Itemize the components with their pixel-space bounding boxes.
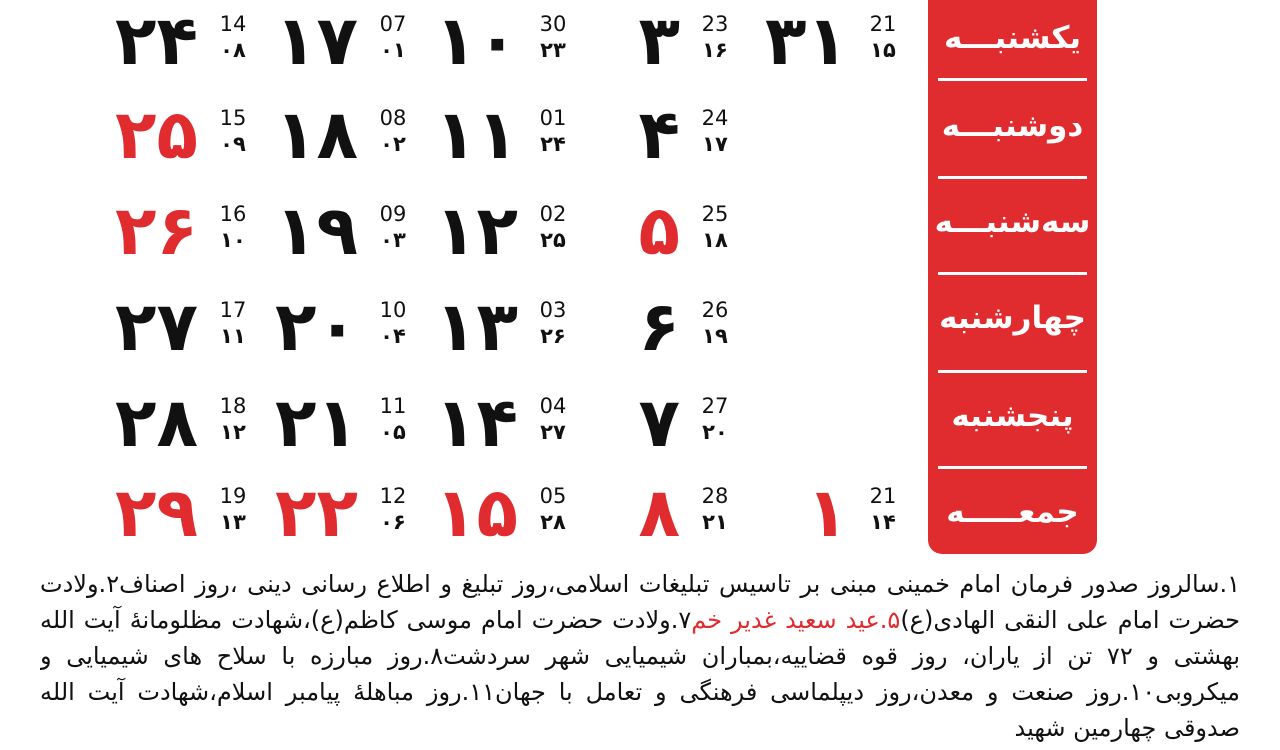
gregorian-day-number: 15 [219, 106, 247, 130]
solar-day-number: ۱۱ [434, 96, 518, 175]
day-cell [434, 384, 580, 464]
lunar-day-number: ۱۴ [870, 510, 896, 534]
day-cell [114, 2, 260, 82]
gregorian-day-number: 14 [219, 12, 247, 36]
weekday-divider [938, 176, 1087, 179]
day-cell [608, 288, 742, 368]
lunar-day-number: ۲۰ [702, 420, 728, 444]
day-cell [434, 192, 580, 272]
day-cell [608, 384, 742, 464]
solar-day-number: ۱۵ [434, 474, 518, 553]
day-cell [434, 96, 580, 176]
gregorian-day-number: 08 [379, 106, 407, 130]
lunar-day-number: ۲۱ [702, 510, 728, 534]
solar-day-number: ۲۵ [114, 96, 198, 175]
solar-day-number: ۱ [806, 474, 848, 553]
lunar-day-number: ۱۰ [220, 228, 246, 252]
lunar-day-number: ۰۲ [380, 132, 406, 156]
weekday-friday: جمعـــــه [946, 494, 1079, 530]
day-cell [114, 474, 260, 554]
gregorian-day-number: 21 [869, 12, 897, 36]
solar-day-number: ۱۲ [434, 192, 518, 271]
day-cell [274, 2, 420, 82]
solar-day-number: ۸ [638, 474, 680, 553]
lunar-day-number: ۱۳ [220, 510, 246, 534]
lunar-day-number: ۰۳ [380, 228, 406, 252]
lunar-day-number: ۱۱ [220, 324, 246, 348]
solar-day-number: ۲۶ [114, 192, 198, 271]
weekday-column [928, 0, 1097, 554]
gregorian-day-number: 19 [219, 484, 247, 508]
solar-day-number: ۱۳ [434, 288, 518, 367]
day-cell [114, 288, 260, 368]
lunar-day-number: ۲۷ [540, 420, 566, 444]
notes-text-part1: ۱.سالروز صدور فرمان امام خمینی مبنی بر تاسیس تبلیغات اسلامی،روز تبلیغ و اطلاع رسانی دینی ،روز اصناف۲.ولادت حضرت امام علی النقی الهادی(ع) [40, 570, 1240, 634]
gregorian-day-number: 04 [539, 394, 567, 418]
lunar-day-number: ۰۵ [380, 420, 406, 444]
lunar-day-number: ۱۵ [870, 38, 896, 62]
day-cell [114, 192, 260, 272]
day-cell [274, 192, 420, 272]
solar-day-number: ۲۱ [274, 384, 358, 463]
day-cell [608, 2, 742, 82]
day-cell [764, 2, 910, 82]
solar-day-number: ۱۴ [434, 384, 518, 463]
gregorian-day-number: 21 [869, 484, 897, 508]
gregorian-day-number: 01 [539, 106, 567, 130]
day-cell [608, 192, 742, 272]
day-cell [274, 384, 420, 464]
gregorian-day-number: 09 [379, 202, 407, 226]
lunar-day-number: ۱۷ [702, 132, 728, 156]
weekday-wednesday: چهارشنبه [939, 300, 1086, 336]
lunar-day-number: ۰۴ [380, 324, 406, 348]
gregorian-day-number: 26 [701, 298, 729, 322]
weekday-divider [938, 370, 1087, 373]
gregorian-day-number: 05 [539, 484, 567, 508]
solar-day-number: ۲۷ [114, 288, 198, 367]
day-cell [608, 474, 742, 554]
day-cell [608, 96, 742, 176]
solar-day-number: ۶ [638, 288, 680, 367]
notes-highlight-holiday: ۵.عید سعید غدیر خم [691, 606, 901, 634]
day-cell [434, 474, 580, 554]
day-cell [434, 2, 580, 82]
weekday-sunday: یکشنبـــه [943, 20, 1082, 56]
day-cell [274, 288, 420, 368]
lunar-day-number: ۰۹ [220, 132, 246, 156]
lunar-day-number: ۱۲ [220, 420, 246, 444]
weekday-divider [938, 78, 1087, 81]
lunar-day-number: ۰۸ [220, 38, 246, 62]
solar-day-number: ۲۰ [274, 288, 358, 367]
solar-day-number: ۱۹ [274, 192, 358, 271]
lunar-day-number: ۱۸ [702, 228, 728, 252]
weekday-tuesday: سه‌شنبـــه [934, 204, 1091, 240]
gregorian-day-number: 03 [539, 298, 567, 322]
lunar-day-number: ۲۴ [540, 132, 566, 156]
occasions-notes [40, 566, 1240, 750]
gregorian-day-number: 12 [379, 484, 407, 508]
gregorian-day-number: 17 [219, 298, 247, 322]
weekday-thursday: پنجشنبه [951, 398, 1074, 434]
day-cell [114, 384, 260, 464]
solar-day-number: ۳ [638, 2, 680, 81]
solar-day-number: ۳۱ [764, 2, 848, 81]
weekday-monday: دوشنبـــه [941, 108, 1084, 144]
solar-day-number: ۲۸ [114, 384, 198, 463]
lunar-day-number: ۲۳ [540, 38, 566, 62]
lunar-day-number: ۲۵ [540, 228, 566, 252]
lunar-day-number: ۰۶ [380, 510, 406, 534]
gregorian-day-number: 23 [701, 12, 729, 36]
day-cell [114, 96, 260, 176]
solar-day-number: ۱۷ [274, 2, 358, 81]
notes-text-part2: ۷.ولادت حضرت امام موسی کاظم(ع)،شهادت مظلومانهٔ آیت الله بهشتی و ۷۲ تن از یاران، روز قوه قضاییه،بمباران شیمیایی شهر سردشت۸.روز مبارزه با سلاح های شیمیایی و میکروبی۱۰.روز صنعت و معدن،روز دیپلماسی فرهنگی و تعامل با جهان۱۱.روز مباهلهٔ پیامبر اسلام،شهادت آیت الله صدوقی چهارمین شهید [40, 606, 1240, 742]
gregorian-day-number: 02 [539, 202, 567, 226]
gregorian-day-number: 18 [219, 394, 247, 418]
solar-day-number: ۲۹ [114, 474, 198, 553]
lunar-day-number: ۱۹ [702, 324, 728, 348]
gregorian-day-number: 25 [701, 202, 729, 226]
solar-day-number: ۴ [638, 96, 680, 175]
day-cell [274, 474, 420, 554]
gregorian-day-number: 24 [701, 106, 729, 130]
solar-day-number: ۱۸ [274, 96, 358, 175]
lunar-day-number: ۰۱ [380, 38, 406, 62]
gregorian-day-number: 28 [701, 484, 729, 508]
day-cell [770, 474, 910, 554]
gregorian-day-number: 16 [219, 202, 247, 226]
gregorian-day-number: 27 [701, 394, 729, 418]
gregorian-day-number: 30 [539, 12, 567, 36]
day-cell [434, 288, 580, 368]
solar-day-number: ۵ [638, 192, 680, 271]
solar-day-number: ۲۲ [274, 474, 358, 553]
gregorian-day-number: 11 [379, 394, 407, 418]
lunar-day-number: ۲۶ [540, 324, 566, 348]
weekday-divider [938, 272, 1087, 275]
day-cell [274, 96, 420, 176]
weekday-divider [938, 466, 1087, 469]
solar-day-number: ۱۰ [434, 2, 518, 81]
gregorian-day-number: 10 [379, 298, 407, 322]
lunar-day-number: ۱۶ [702, 38, 728, 62]
gregorian-day-number: 07 [379, 12, 407, 36]
solar-day-number: ۲۴ [114, 2, 198, 81]
solar-day-number: ۷ [638, 384, 680, 463]
lunar-day-number: ۲۸ [540, 510, 566, 534]
